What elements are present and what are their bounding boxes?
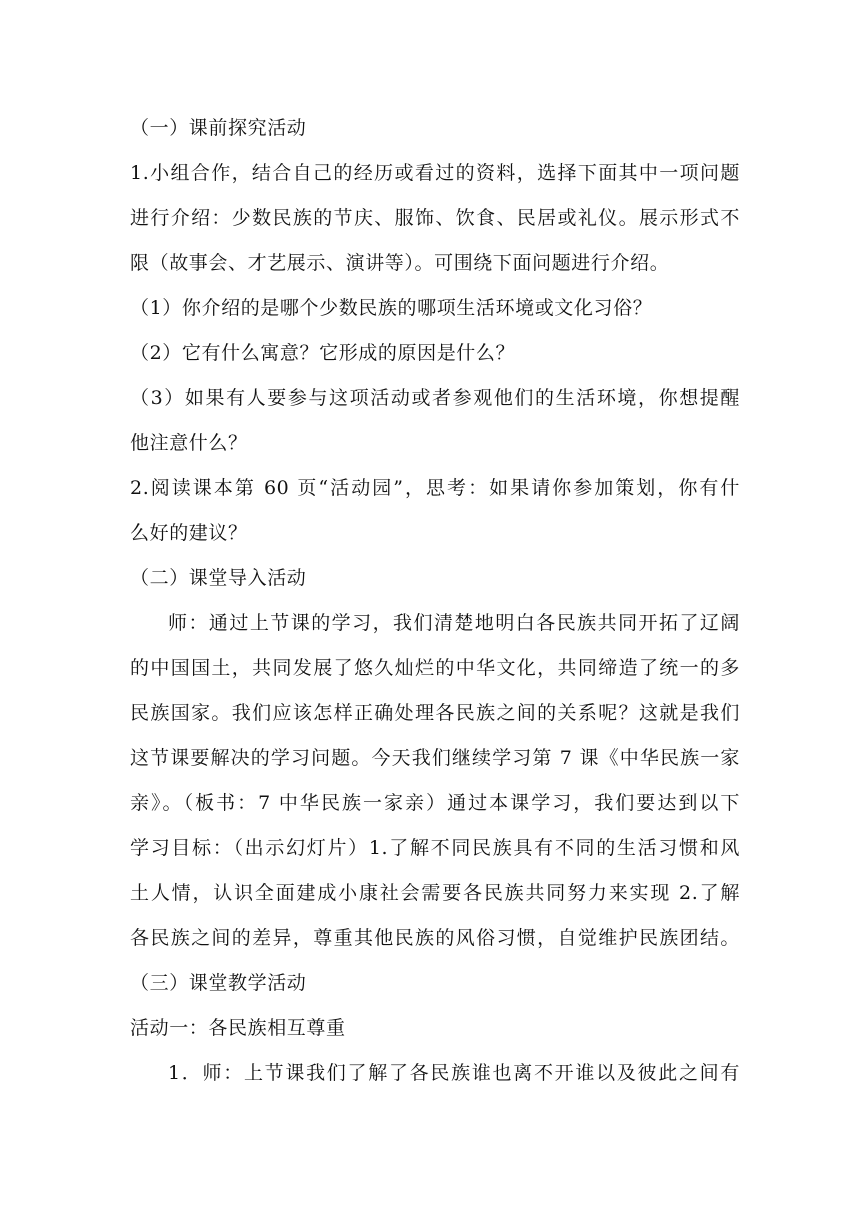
paragraph-line: 师：通过上节课的学习，我们清楚地明白各民族共同开拓了辽阔 xyxy=(168,612,740,634)
paragraph-line: 他注意什么？ xyxy=(130,432,248,454)
section-heading-preclass: （一）课前探究活动 xyxy=(130,117,307,139)
paragraph-line: 么好的建议？ xyxy=(130,522,248,544)
paragraph-line: 限（故事会、才艺展示、演讲等）。可围绕下面问题进行介绍。 xyxy=(130,252,670,274)
question-item-2: （2）它有什么寓意？它形成的原因是什么？ xyxy=(130,342,516,364)
paragraph-line: 这节课要解决的学习问题。今天我们继续学习第 7 课《中华民族一家 xyxy=(130,747,740,769)
paragraph-line: 学习目标：（出示幻灯片）1.了解不同民族具有不同的生活习惯和风 xyxy=(130,837,740,859)
paragraph-line: 1.小组合作，结合自己的经历或看过的资料，选择下面其中一项问题 xyxy=(130,162,740,184)
paragraph-line: 土人情，认识全面建成小康社会需要各民族共同努力来实现 2.了解 xyxy=(130,882,740,904)
paragraph-line: 2.阅读课本第 60 页“活动园”，思考：如果请你参加策划，你有什 xyxy=(130,477,740,499)
paragraph-line: 1．师：上节课我们了解了各民族谁也离不开谁以及彼此之间有 xyxy=(168,1062,740,1084)
section-heading-teaching: （三）课堂教学活动 xyxy=(130,972,307,994)
activity-heading: 活动一：各民族相互尊重 xyxy=(130,1017,346,1039)
question-item-3: （3）如果有人要参与这项活动或者参观他们的生活环境，你想提醒 xyxy=(130,387,740,409)
paragraph-line: 亲》。（板书：7 中华民族一家亲）通过本课学习，我们要达到以下 xyxy=(130,792,740,814)
paragraph-line: 进行介绍：少数民族的节庆、服饰、饮食、民居或礼仪。展示形式不 xyxy=(130,207,740,229)
paragraph-line: 的中国国土，共同发展了悠久灿烂的中华文化，共同缔造了统一的多 xyxy=(130,657,740,679)
question-item-1: （1）你介绍的是哪个少数民族的哪项生活环境或文化习俗？ xyxy=(130,297,653,319)
paragraph-line: 各民族之间的差异，尊重其他民族的风俗习惯，自觉维护民族团结。 xyxy=(130,927,740,949)
paragraph-line: 民族国家。我们应该怎样正确处理各民族之间的关系呢？这就是我们 xyxy=(130,702,740,724)
section-heading-intro: （二）课堂导入活动 xyxy=(130,567,307,589)
